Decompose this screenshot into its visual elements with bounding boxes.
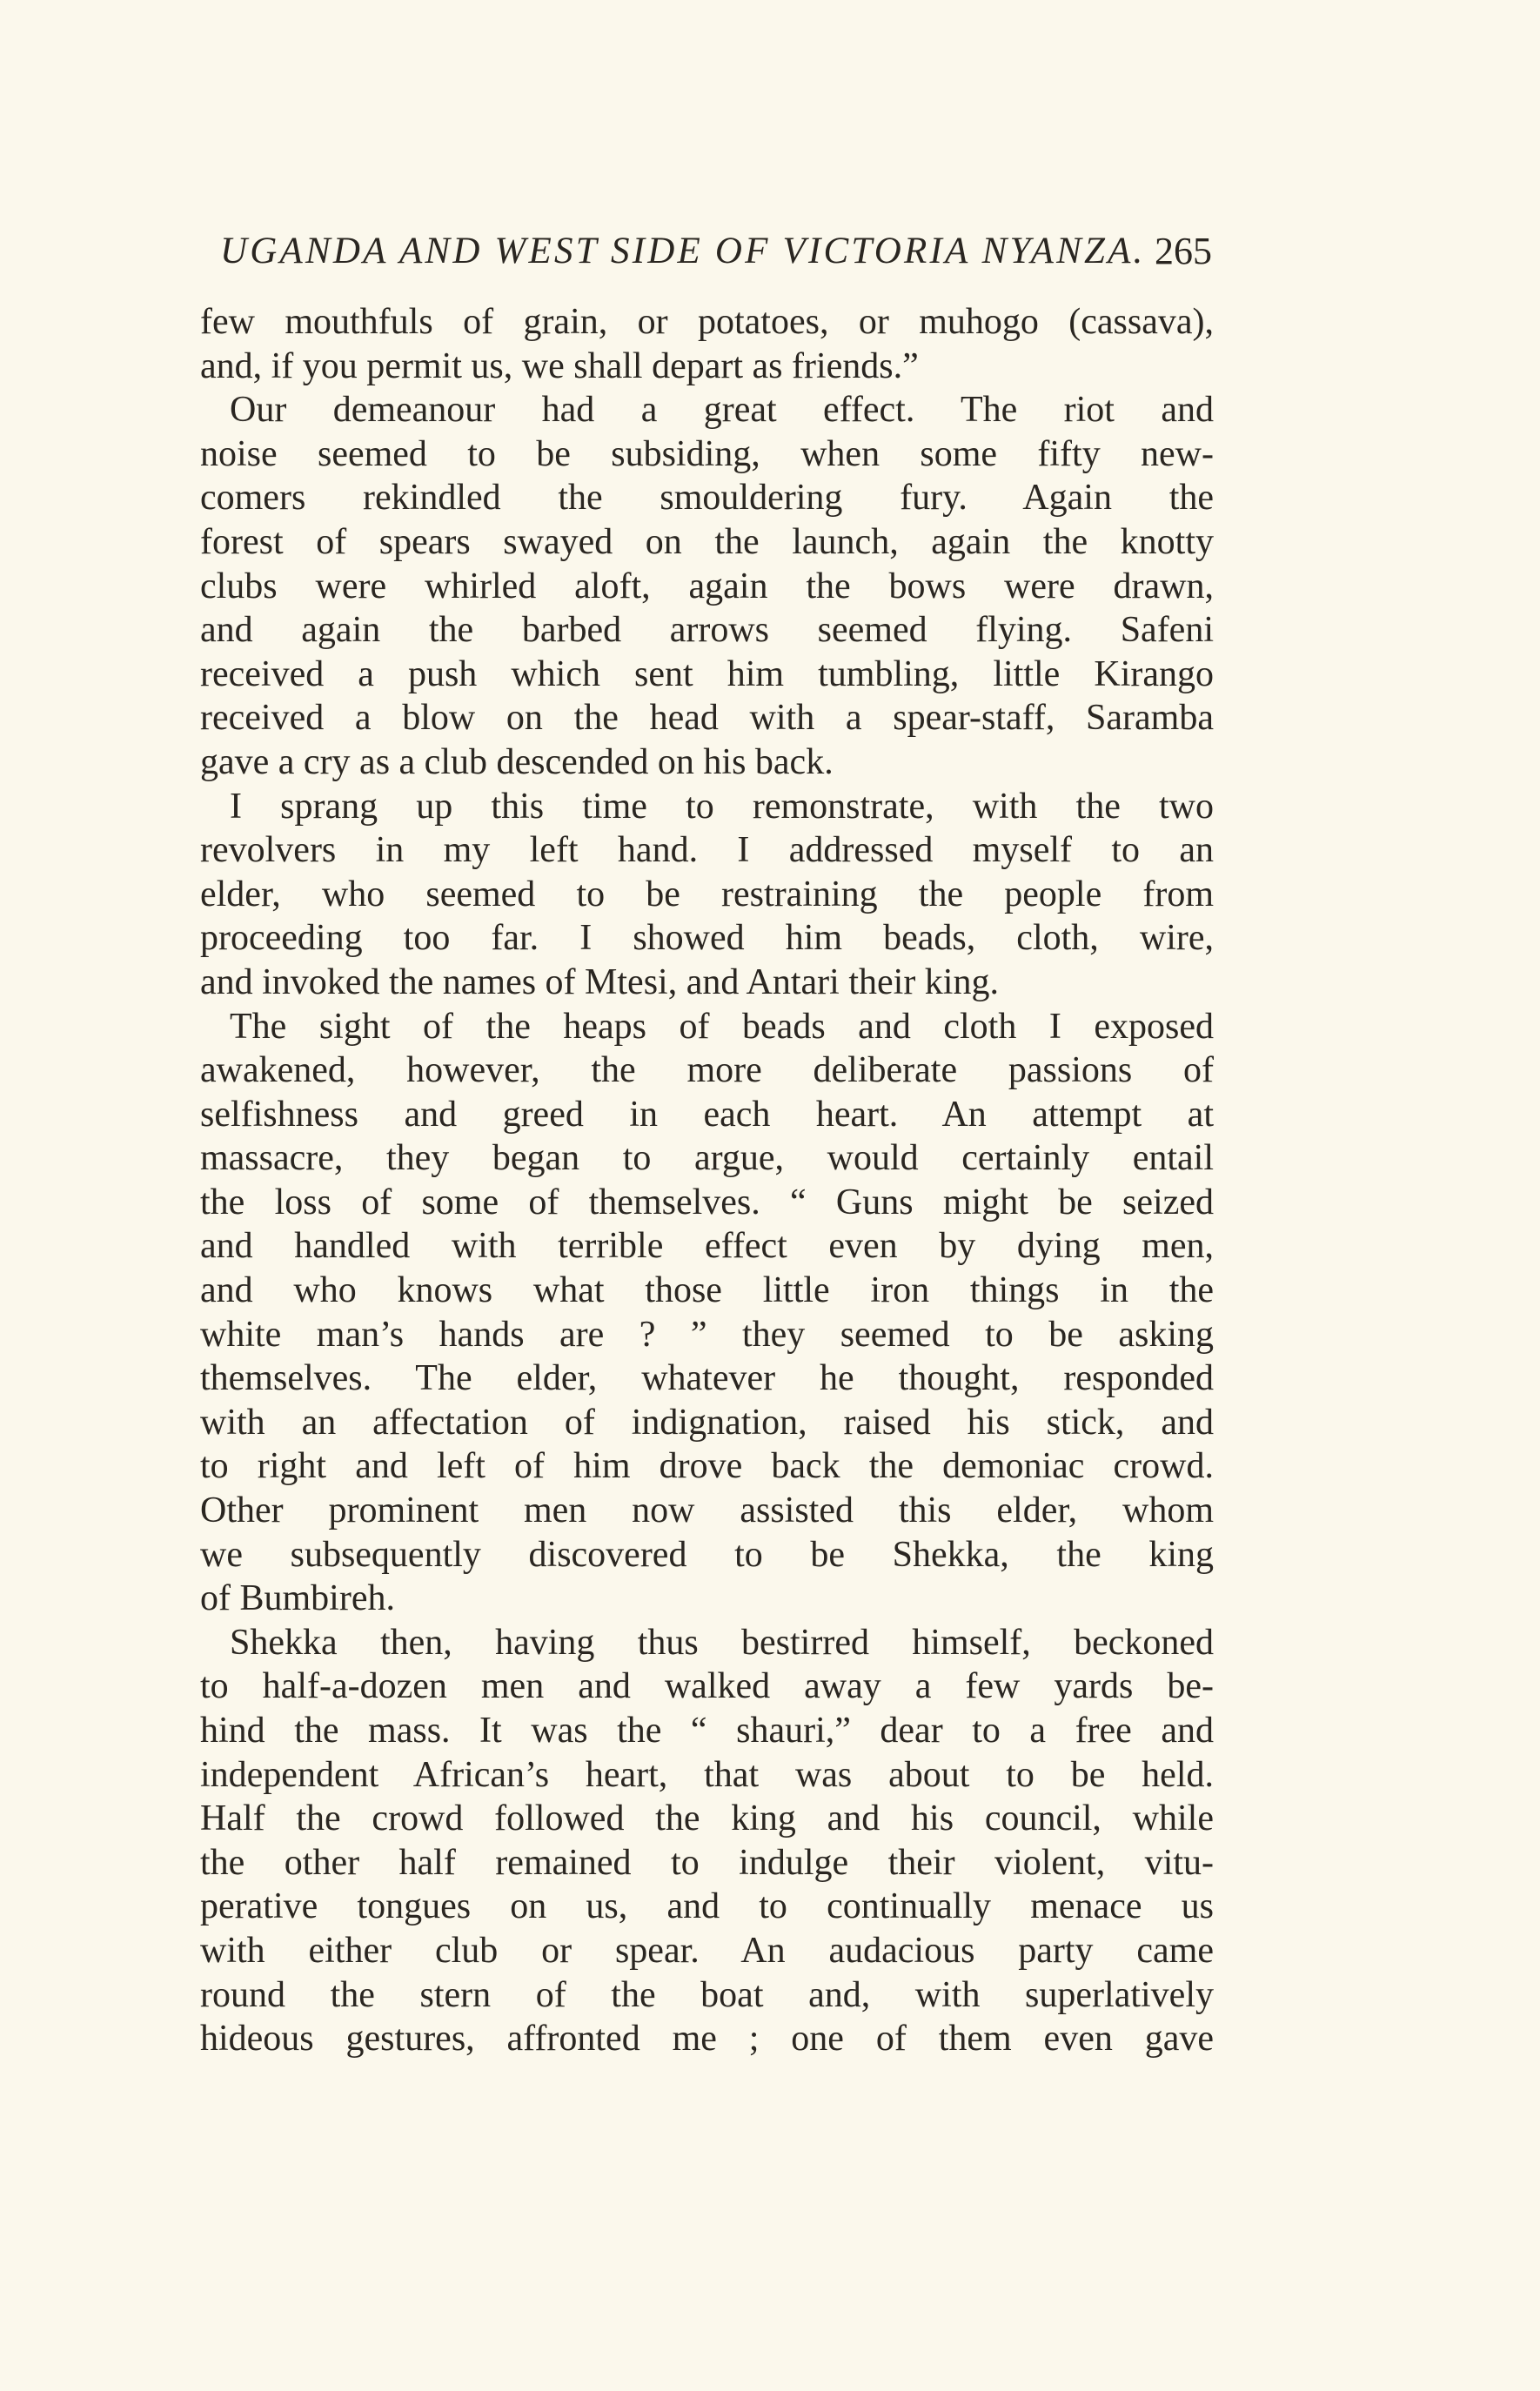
text-line: massacre, they began to argue, would certainly entail <box>200 1138 1214 1179</box>
text-line: with an affectation of indignation, raised his stick, and <box>200 1402 1214 1443</box>
running-title: UGANDA AND WEST SIDE OF VICTORIA NYANZA. <box>220 231 1146 271</box>
text-line: forest of spears swayed on the launch, again the knotty <box>200 521 1214 562</box>
text-line: we subsequently discovered to be Shekka, the king <box>200 1534 1214 1575</box>
text-line: hideous gestures, affronted me ; one of them even gave <box>200 2019 1214 2059</box>
running-header <box>204 224 1212 279</box>
text-line: revolvers in my left hand. I addressed myself to an <box>200 830 1214 871</box>
text-line: and, if you permit us, we shall depart as friends.” <box>200 345 919 386</box>
text-line: few mouthfuls of grain, or potatoes, or muhogo (cassava), <box>200 302 1214 342</box>
body-text <box>200 300 1214 2061</box>
text-line: of Bumbireh. <box>200 1578 395 1619</box>
text-line: the loss of some of themselves. “ Guns might be seized <box>200 1182 1214 1222</box>
text-line: elder, who seemed to be restraining the people from <box>200 874 1214 914</box>
text-line: and invoked the names of Mtesi, and Antari their king. <box>200 961 999 1002</box>
text-line: Other prominent men now assisted this elder, whom <box>200 1490 1214 1531</box>
text-line: selfishness and greed in each heart. An attempt at <box>200 1094 1214 1135</box>
text-line: to right and left of him drove back the demoniac crowd. <box>200 1446 1214 1487</box>
text-line: Shekka then, having thus bestirred himself, beckoned <box>230 1622 1214 1663</box>
text-line: with either club or spear. An audacious party came <box>200 1930 1214 1971</box>
text-line: proceeding too far. I showed him beads, cloth, wire, <box>200 918 1214 959</box>
text-line: received a push which sent him tumbling, little Kirango <box>200 653 1214 694</box>
text-line: themselves. The elder, whatever he thought, responded <box>200 1358 1214 1399</box>
text-line: I sprang up this time to remonstrate, with the two <box>230 786 1214 827</box>
text-line: and who knows what those little iron things in the <box>200 1270 1214 1311</box>
text-line: to half-a-dozen men and walked away a few yards be- <box>200 1666 1214 1707</box>
text-line: clubs were whirled aloft, again the bows were drawn, <box>200 566 1214 606</box>
text-line: the other half remained to indulge their violent, vitu- <box>200 1842 1214 1883</box>
text-line: The sight of the heaps of beads and cloth I exposed <box>230 1006 1214 1047</box>
text-line: comers rekindled the smouldering fury. Again the <box>200 478 1214 519</box>
text-line: noise seemed to be subsiding, when some fifty new- <box>200 433 1214 474</box>
text-line: awakened, however, the more deliberate passions of <box>200 1050 1214 1091</box>
text-line: Our demeanour had a great effect. The riot and <box>230 390 1214 431</box>
text-line: perative tongues on us, and to continually menace us <box>200 1886 1214 1927</box>
text-line: round the stern of the boat and, with superlatively <box>200 1974 1214 2015</box>
text-line: hind the mass. It was the “ shauri,” dear to a free and <box>200 1711 1214 1751</box>
text-line: received a blow on the head with a spear-staff, Saramba <box>200 698 1214 739</box>
text-line: and handled with terrible effect even by dying men, <box>200 1226 1214 1267</box>
text-line: white man’s hands are ? ” they seemed to be asking <box>200 1314 1214 1355</box>
text-line: independent African’s heart, that was about to be held. <box>200 1754 1214 1795</box>
text-line: and again the barbed arrows seemed flying. Safeni <box>200 610 1214 651</box>
text-line: gave a cry as a club descended on his back. <box>200 741 834 782</box>
text-line: Half the crowd followed the king and his council, while <box>200 1798 1214 1839</box>
page-number: 265 <box>1155 230 1212 272</box>
